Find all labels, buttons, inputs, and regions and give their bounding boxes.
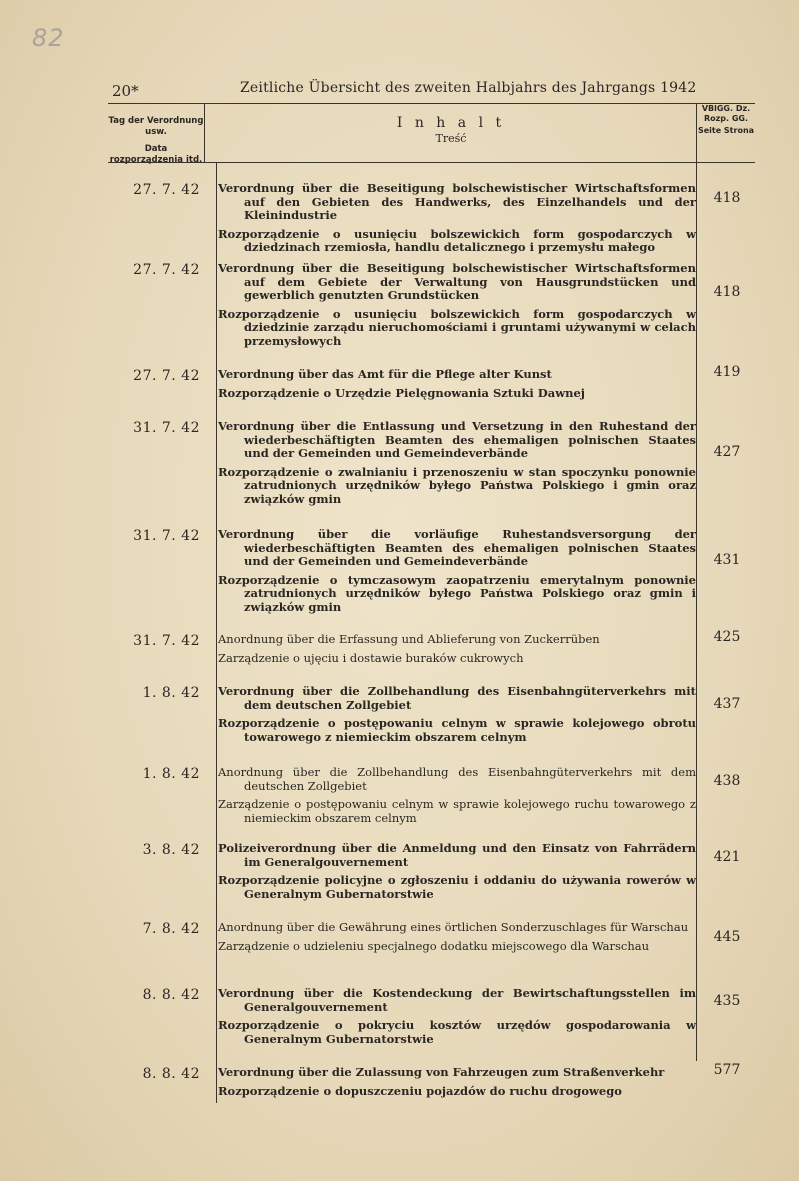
entry-page-ref: 577 bbox=[713, 1062, 741, 1078]
page-title: Zeitliche Übersicht des zweiten Halbjahrs des Jahrgangs 1942 bbox=[240, 80, 697, 96]
entry-date: 31. 7. 42 bbox=[133, 633, 200, 649]
entry-title-pl: Zarządzenie o postępowaniu celnym w sprawie kolejowego ruchu towarowego z niemieckim obszarem celnym bbox=[218, 797, 696, 825]
entry-title-pl: Rozporządzenie o pokryciu kosztów urzędów gospodarowania w Generalnym Gubernatorstwie bbox=[218, 1018, 696, 1046]
entry-page-ref: 418 bbox=[713, 284, 741, 300]
entry-date: 8. 8. 42 bbox=[142, 987, 200, 1003]
entry-title-de: Verordnung über das Amt für die Pflege alter Kunst bbox=[218, 367, 552, 381]
column-divider-right bbox=[696, 103, 697, 1061]
entry-title-de: Verordnung über die Beseitigung bolschewistischer Wirtschaftsformen auf den Gebieten des Handwerks, des Einzelhandels und der Kleinindustrie bbox=[218, 181, 696, 222]
entry-title-de: Anordnung über die Zollbehandlung des Eisenbahngüterverkehrs mit dem deutschen Zollgebiet bbox=[218, 765, 696, 793]
header-date-column bbox=[108, 116, 204, 166]
entry-date: 27. 7. 42 bbox=[133, 182, 200, 198]
header-page-pl: Seite Strona bbox=[697, 126, 755, 135]
header-page-column bbox=[697, 104, 755, 136]
entry-page-ref: 445 bbox=[713, 929, 741, 945]
entry-title-pl: Rozporządzenie o usunięciu bolszewickich form gospodarczych w dziedzinie zarządu nieruchomościami i gruntami używanymi w celach przemysłowych bbox=[218, 306, 696, 348]
entry-page-ref: 435 bbox=[713, 993, 741, 1009]
entry-title-de: Verordnung über die Beseitigung bolschewistischer Wirtschaftsformen auf dem Gebiete der Verwaltung von Hausgrundstücken und gewerblich genutzten Grundstücken bbox=[218, 261, 696, 302]
header-page-de: VBlGG. Dz. Rozp. GG. bbox=[701, 104, 751, 123]
header-content-de: I n h a l t bbox=[396, 115, 506, 131]
entry-title-pl: Rozporządzenie o postępowaniu celnym w sprawie kolejowego obrotu towarowego z niemieckim obszarem celnym bbox=[218, 716, 696, 744]
entry-date: 27. 7. 42 bbox=[133, 368, 200, 384]
header-bottom-rule bbox=[108, 162, 755, 163]
entry-title-de: Polizeiverordnung über die Anmeldung und den Einsatz von Fahrrädern im Generalgouvernement bbox=[218, 841, 696, 869]
entry-title-pl: Rozporządzenie policyjne o zgłoszeniu i oddaniu do używania rowerów w Generalnym Gubernatorstwie bbox=[218, 873, 696, 901]
entry-page-ref: 421 bbox=[713, 849, 741, 865]
column-divider-left bbox=[216, 163, 217, 1103]
entry-title-pl: Rozporządzenie o tymczasowym zaopatrzeniu emerytalnym ponownie zatrudnionych urzędników byłego Państwa Polskiego oraz gmin i związków gmin bbox=[218, 572, 696, 614]
entry-page-ref: 427 bbox=[713, 444, 741, 460]
entry-title-de: Verordnung über die Zollbehandlung des Eisenbahngüterverkehrs mit dem deutschen Zollgebiet bbox=[218, 684, 696, 712]
entry-page-ref: 425 bbox=[713, 629, 741, 645]
entry-date: 1. 8. 42 bbox=[142, 685, 200, 701]
header-content-column bbox=[208, 115, 694, 145]
header-date-pl: Data rozporządzenia itd. bbox=[109, 144, 203, 165]
entry-title-de: Verordnung über die Kostendeckung der Bewirtschaftungsstellen im Generalgouvernement bbox=[218, 986, 696, 1014]
entry-title-de: Anordnung über die Gewährung eines örtlichen Sonderzuschlages für Warschau bbox=[218, 920, 689, 934]
entry-title-de: Verordnung über die Entlassung und Versetzung in den Ruhestand der wiederbeschäftigten Beamten des ehemaligen polnischen Staates und der Gemeinden und Gemeindeverbände bbox=[218, 419, 696, 460]
header-divider-left bbox=[204, 103, 205, 163]
entry-page-ref: 438 bbox=[713, 773, 741, 789]
entry-date: 31. 7. 42 bbox=[133, 420, 200, 436]
entry-title-pl: Zarządzenie o udzieleniu specjalnego dodatku miejscowego dla Warschau bbox=[218, 938, 650, 953]
entry-date: 7. 8. 42 bbox=[142, 921, 200, 937]
entry-date: 8. 8. 42 bbox=[142, 1066, 200, 1082]
entry-title-pl: Rozporządzenie o dopuszczeniu pojazdów do ruchu drogowego bbox=[218, 1083, 622, 1098]
entry-title-pl: Rozporządzenie o Urzędzie Pielęgnowania Sztuki Dawnej bbox=[218, 385, 585, 400]
entry-page-ref: 419 bbox=[713, 364, 741, 380]
entry-title-de: Verordnung über die Zulassung von Fahrzeugen zum Straßenverkehr bbox=[218, 1065, 665, 1079]
entry-title-pl: Rozporządzenie o usunięciu bolszewickich form gospodarczych w dziedzinach rzemiosła, handlu detalicznego i przemysłu małego bbox=[218, 226, 696, 254]
page-number: 20* bbox=[112, 82, 139, 100]
header-date-de: Tag der Verordnung usw. bbox=[108, 116, 204, 137]
entry-date: 31. 7. 42 bbox=[133, 528, 200, 544]
entry-date: 3. 8. 42 bbox=[142, 842, 200, 858]
entry-page-ref: 431 bbox=[713, 552, 741, 568]
entry-page-ref: 437 bbox=[713, 696, 741, 712]
entry-title-pl: Zarządzenie o ujęciu i dostawie buraków cukrowych bbox=[218, 650, 524, 665]
header-top-rule bbox=[108, 103, 755, 104]
header-content-pl: Treść bbox=[435, 132, 467, 145]
entry-title-pl: Rozporządzenie o zwalnianiu i przenoszeniu w stan spoczynku ponownie zatrudnionych urzędników byłego Państwa Polskiego i gmin oraz związków gmin bbox=[218, 464, 696, 506]
entry-title-de: Verordnung über die vorläufige Ruhestandsversorgung der wiederbeschäftigten Beamten des ehemaligen polnischen Staates und der Gemeinden und Gemeindeverbände bbox=[218, 527, 696, 568]
entry-title-de: Anordnung über die Erfassung und Ablieferung von Zuckerrüben bbox=[218, 632, 600, 646]
entry-date: 27. 7. 42 bbox=[133, 262, 200, 278]
entry-date: 1. 8. 42 bbox=[142, 766, 200, 782]
entry-page-ref: 418 bbox=[713, 190, 741, 206]
pencil-annotation: 82 bbox=[32, 24, 65, 52]
